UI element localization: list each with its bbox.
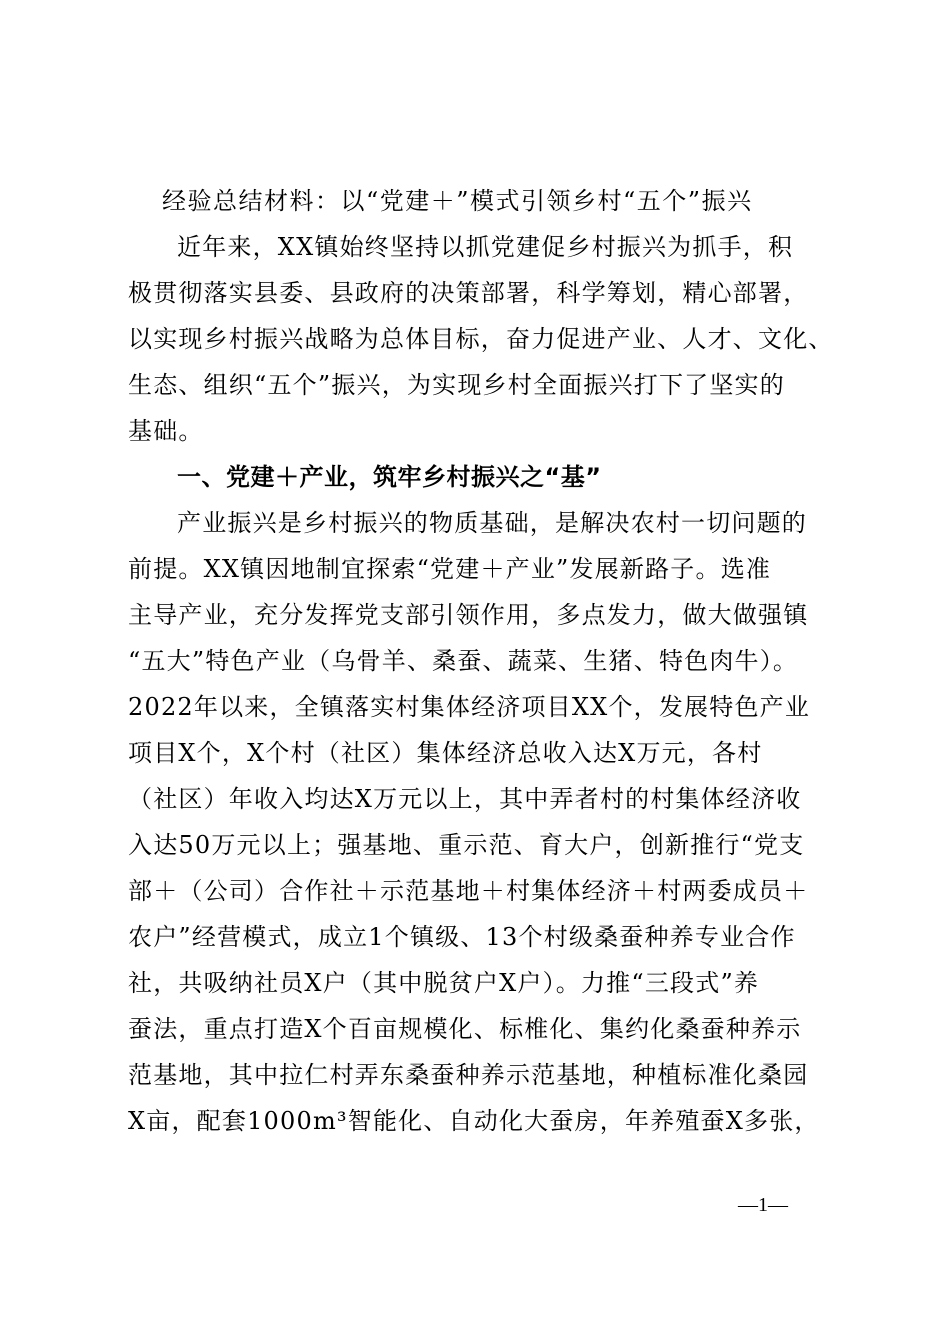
- intro-line-2: 极贯彻落实县委、县政府的决策部署，科学筹划，精心部署，: [128, 279, 809, 307]
- intro-line-3: 以实现乡村振兴战略为总体目标，奋力促进产业、人才、文化、: [128, 325, 834, 353]
- section-1-line-4: “五大”特色产业（乌骨羊、桑蚕、蔬菜、生猪、特色肉牛）。: [128, 647, 799, 675]
- section-1-line-12: 蚕法，重点打造X个百亩规模化、标椎化、集约化桑蚕种养示: [128, 1015, 802, 1043]
- section-1-line-1: 产业振兴是乡村振兴的物质基础，是解决农村一切问题的: [177, 509, 807, 537]
- section-1-line-11: 社，共吸纳社员X户（其中脱贫户X户）。力推“三段式”养: [128, 969, 760, 997]
- section-1-line-3: 主导产业，充分发挥党支部引领作用，多点发力，做大做强镇: [128, 601, 809, 629]
- section-1-line-9: 部＋（公司）合作社＋示范基地＋村集体经济＋村两委成员＋: [128, 877, 809, 905]
- section-1-line-6: 项目X个，X个村（社区）集体经济总收入达X万元，各村: [128, 739, 763, 767]
- section-1-line-7: （社区）年收入均达X万元以上，其中弄者村的村集体经济收: [128, 785, 802, 813]
- section-1-line-13: 范基地，其中拉仁村弄东桑蚕种养示范基地，种植标准化桑园: [128, 1061, 809, 1089]
- section-1-line-2: 前提。XX镇因地制宜探索“党建＋产业”发展新路子。选准: [128, 555, 772, 583]
- section-1-line-5: 2022年以来，全镇落实村集体经济项目XX个，发展特色产业: [128, 693, 811, 721]
- document-title: 经验总结材料：以“党建＋”模式引领乡村“五个”振兴: [162, 187, 753, 215]
- intro-line-1: 近年来，XX镇始终坚持以抓党建促乡村振兴为抓手，积: [177, 233, 794, 261]
- section-1-line-10: 农户”经营模式，成立1个镇级、13个村级桑蚕种养专业合作: [128, 923, 796, 951]
- section-1-heading: 一、党建＋产业，筑牢乡村振兴之“基”: [177, 463, 602, 491]
- page-number: —1—: [738, 1194, 788, 1216]
- intro-line-4: 生态、组织“五个”振兴，为实现乡村全面振兴打下了坚实的: [128, 371, 785, 399]
- section-1-line-8: 入达50万元以上；强基地、重示范、育大户，创新推行“党支: [128, 831, 805, 859]
- intro-line-5: 基础。: [128, 417, 204, 445]
- section-1-line-14: X亩，配套1000m³智能化、自动化大蚕房，年养殖蚕X多张，: [128, 1107, 820, 1135]
